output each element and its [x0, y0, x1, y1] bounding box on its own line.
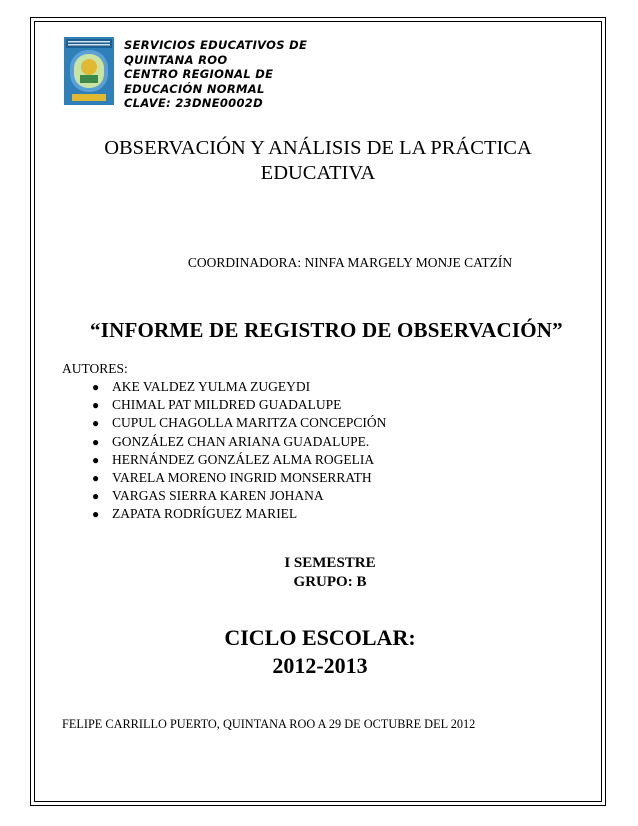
school-cycle-years: 2012-2013: [272, 653, 368, 678]
coordinator-line: [60, 255, 638, 271]
bullet-icon: ●: [92, 434, 100, 449]
bullet-icon: ●: [92, 452, 100, 467]
authors-list: [92, 378, 386, 524]
semester-text: I SEMESTRE: [284, 555, 376, 571]
author-item: [92, 433, 386, 451]
school-cycle-block: [170, 624, 470, 680]
header-line: CLAVE: 23DNE0002D: [124, 96, 263, 111]
coordinator-text: COORDINADORA: NINFA MARGELY MONJE CATZÍN: [187, 255, 513, 270]
header-line: QUINTANA ROO: [124, 52, 228, 67]
bullet-icon: ●: [92, 507, 100, 522]
author-name: GONZÁLEZ CHAN ARIANA GUADALUPE.: [112, 433, 370, 449]
author-name: CUPUL CHAGOLLA MARITZA CONCEPCIÓN: [112, 415, 387, 431]
author-item: [92, 451, 386, 469]
school-cycle-label: CICLO ESCOLAR:: [224, 625, 416, 650]
author-item: [92, 505, 386, 523]
author-name: AKE VALDEZ YULMA ZUGEYDI: [112, 379, 311, 394]
author-item: [92, 378, 386, 396]
author-item: [92, 469, 386, 487]
institution-header: [124, 38, 307, 111]
author-name: ZAPATA RODRÍGUEZ MARIEL: [112, 506, 298, 522]
header-line: SERVICIOS EDUCATIVOS DE: [124, 38, 308, 52]
semester-block: [230, 554, 430, 592]
header-line: CENTRO REGIONAL DE: [124, 67, 274, 82]
bullet-icon: ●: [92, 489, 100, 504]
report-title: “INFORME DE REGISTRO DE OBSERVACIÓN”: [90, 318, 563, 342]
document-title: [60, 136, 576, 186]
bullet-icon: ●: [92, 416, 100, 431]
author-name: HERNÁNDEZ GONZÁLEZ ALMA ROGELIA: [112, 451, 375, 467]
title-line-2: EDUCATIVA: [260, 162, 376, 184]
place-date-footer: FELIPE CARRILLO PUERTO, QUINTANA ROO A 29 DE OCTUBRE DEL 2012: [62, 717, 476, 731]
title-line-1: OBSERVACIÓN Y ANÁLISIS DE LA PRÁCTICA: [104, 137, 532, 159]
bullet-icon: ●: [92, 471, 100, 486]
authors-label: AUTORES:: [62, 361, 128, 376]
author-item: [92, 487, 386, 505]
author-name: CHIMAL PAT MILDRED GUADALUPE: [112, 397, 342, 413]
author-name: VARELA MORENO INGRID MONSERRATH: [112, 470, 372, 486]
header-line: EDUCACIÓN NORMAL: [124, 81, 265, 96]
author-item: [92, 414, 386, 432]
institution-seal-icon: [64, 37, 114, 105]
group-text: GRUPO: B: [293, 574, 367, 590]
bullet-icon: ●: [92, 398, 100, 413]
author-item: [92, 396, 386, 414]
author-name: VARGAS SIERRA KAREN JOHANA: [112, 488, 324, 504]
bullet-icon: ●: [92, 380, 100, 394]
